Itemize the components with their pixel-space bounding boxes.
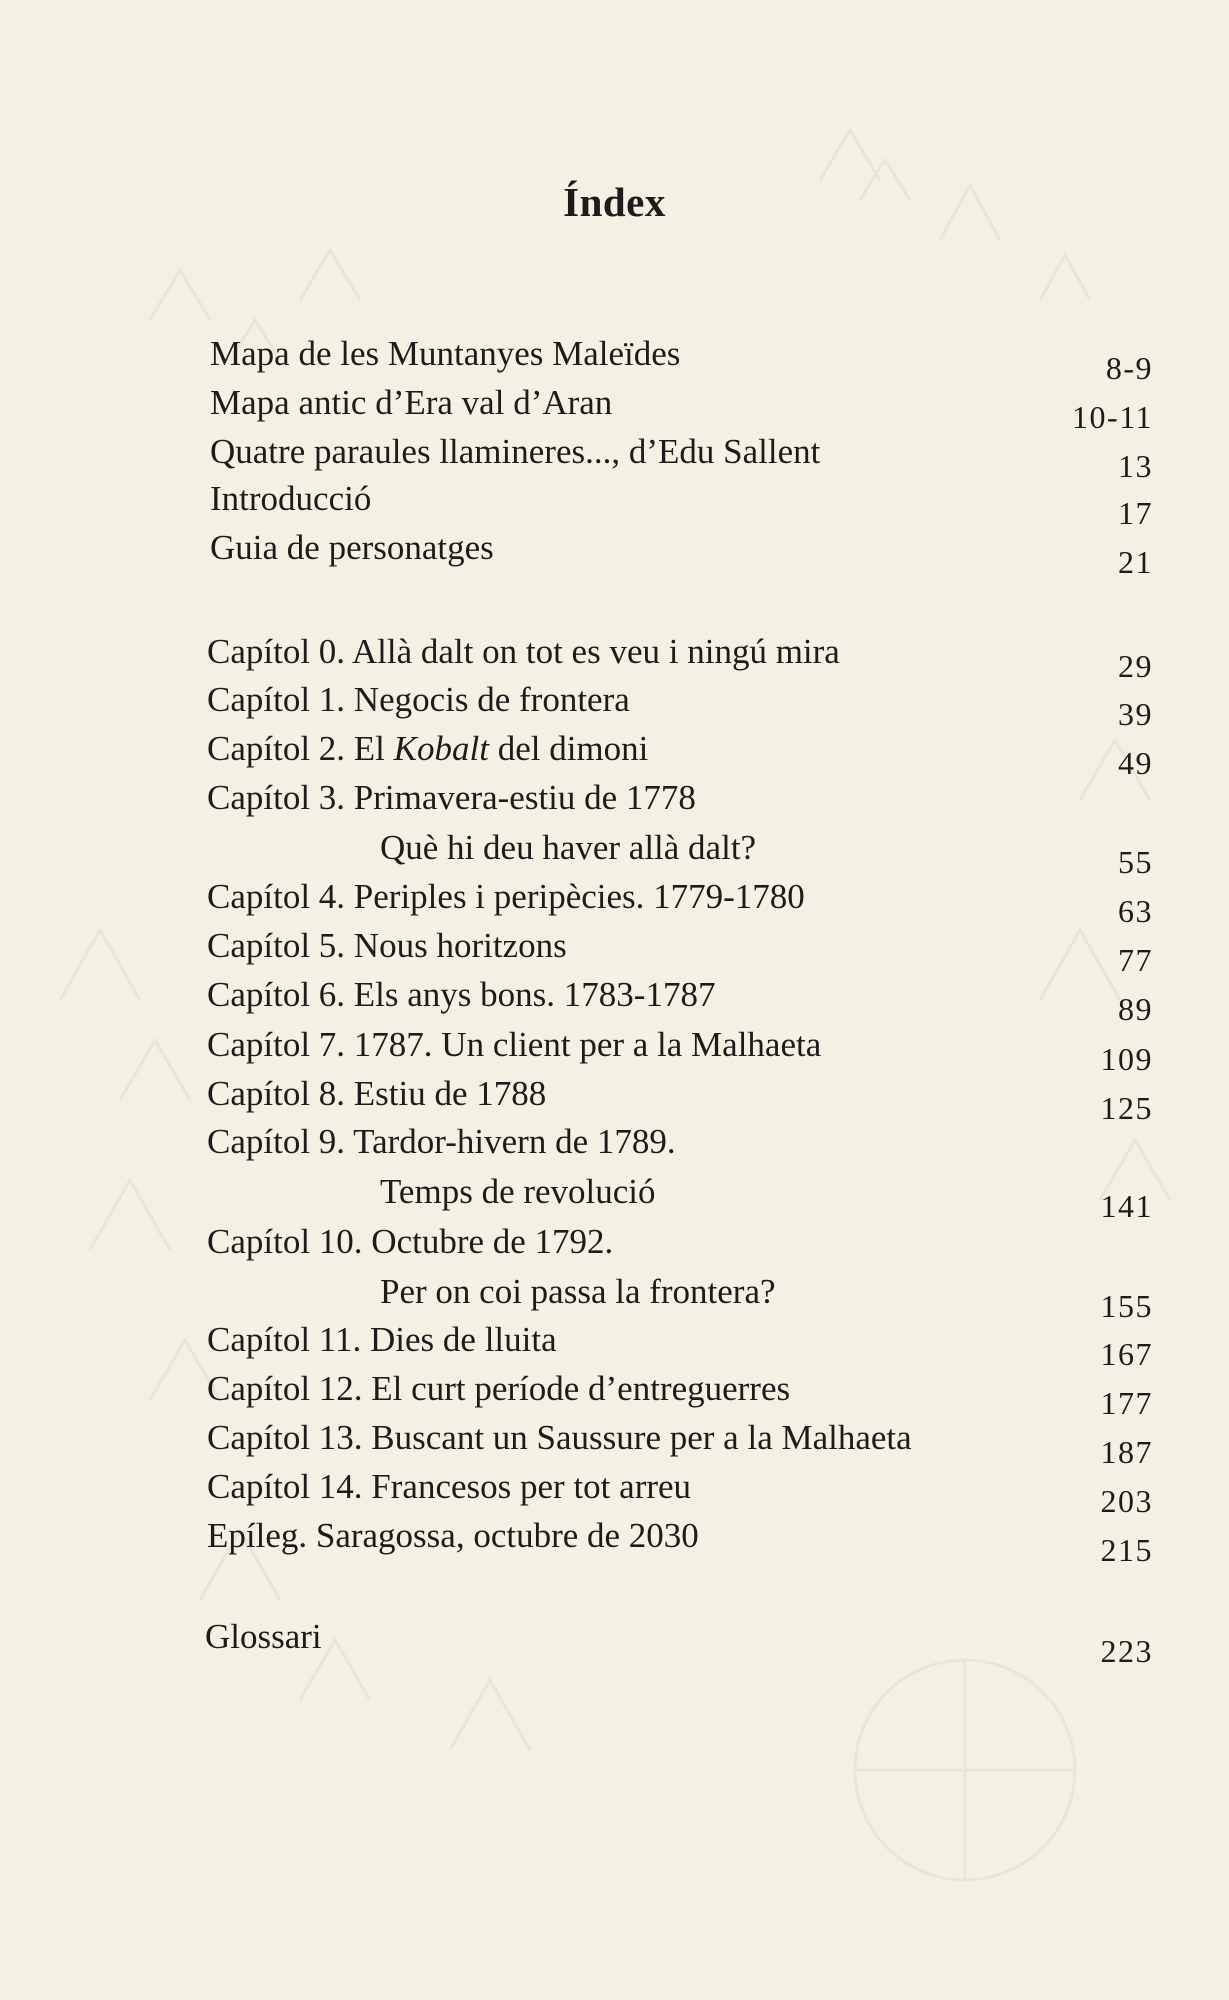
toc-entry-title-text: Introducció: [210, 479, 372, 518]
toc-entry: [207, 875, 1153, 929]
toc-entry-page-number: 29: [1118, 648, 1153, 684]
toc-entry-page-number: 77: [1118, 942, 1153, 978]
toc-entry-title-italic: Kobalt: [393, 729, 489, 768]
toc-entry: [210, 430, 1153, 484]
toc-entry-page-number: 63: [1118, 893, 1153, 929]
toc-entry: [380, 1170, 1153, 1224]
toc-entry: [207, 630, 1153, 684]
toc-entry-page-number: 155: [1100, 1288, 1153, 1324]
toc-entry-title: [380, 1270, 776, 1314]
toc-entry: [207, 973, 1153, 1027]
toc-entry-title-text: Capítol 9. Tardor-hivern de 1789.: [207, 1122, 676, 1161]
toc-entry-title: [210, 477, 371, 521]
toc-entry-title-text: Temps de revolució: [380, 1172, 656, 1211]
toc-entry-title: [207, 1120, 676, 1164]
toc-entry-page-number: 141: [1100, 1188, 1153, 1224]
toc-entry-title: [210, 332, 680, 376]
toc-entry-title: [207, 630, 840, 674]
toc-entry-title: [207, 1514, 699, 1558]
toc-entry: [210, 526, 1153, 580]
toc-entry-title-text: Capítol 1. Negocis de frontera: [207, 680, 630, 719]
toc-entry-title-text: Capítol 14. Francesos per tot arreu: [207, 1467, 692, 1506]
toc-entry-title: [205, 1615, 322, 1659]
toc-entry-title-text: Epíleg. Saragossa, octubre de 2030: [207, 1516, 699, 1555]
toc-entry: [207, 1416, 1153, 1470]
toc-entry: [207, 1072, 1153, 1126]
toc-entry-page-number: 8-9: [1105, 350, 1153, 386]
toc-entry-page-number: 10-11: [1072, 399, 1153, 435]
toc-entry-title: [207, 1318, 557, 1362]
toc-entry: [207, 1318, 1153, 1372]
toc-entry-title: [207, 1220, 613, 1264]
toc-entry-title-text: Capítol 6. Els anys bons. 1783-1787: [207, 975, 716, 1014]
toc-entry-title-text: Capítol 2. El: [207, 729, 394, 768]
toc-entry-title-text: Capítol 12. El curt període d’entreguerres: [207, 1369, 791, 1408]
toc-entry: [207, 1023, 1153, 1077]
toc-entry-page-number: 223: [1100, 1633, 1153, 1669]
toc-entry: [380, 826, 1153, 880]
toc-entry-page-number: 215: [1100, 1532, 1153, 1568]
toc-entry: [207, 678, 1153, 732]
toc-entry: [207, 727, 1153, 781]
toc-entry: [207, 924, 1153, 978]
toc-entry-title: [207, 1023, 821, 1067]
toc-entry: [210, 477, 1153, 531]
toc-entry-title: [210, 526, 494, 570]
toc-entry-page-number: 13: [1118, 448, 1153, 484]
toc-entry-title: [207, 678, 630, 722]
toc-entry-title-text: Capítol 3. Primavera-estiu de 1778: [207, 778, 696, 817]
toc-entry-page-number: 17: [1118, 495, 1153, 531]
toc-entry: [380, 1270, 1153, 1324]
toc-entry-title-text: Capítol 7. 1787. Un client per a la Malhaeta: [207, 1025, 822, 1064]
toc-entry-title: [207, 973, 715, 1017]
toc-entry: [207, 776, 1153, 820]
toc-entry-page-number: 167: [1100, 1336, 1153, 1372]
page-title: Índex: [563, 179, 666, 225]
toc-entry-title-text: Capítol 11. Dies de lluita: [207, 1320, 557, 1359]
toc-entry: [207, 1514, 1153, 1568]
toc-entry-title: [210, 381, 612, 425]
toc-entry-title: [207, 1367, 790, 1411]
toc-entry-title-text: Capítol 8. Estiu de 1788: [207, 1074, 547, 1113]
toc-entry-title-text: Per on coi passa la frontera?: [380, 1272, 776, 1311]
toc-entry-title: [210, 430, 820, 474]
toc-entry-page-number: 125: [1100, 1090, 1153, 1126]
toc-entry-title-text: Capítol 13. Buscant un Saussure per a la Malhaeta: [207, 1418, 912, 1457]
toc-entry-page-number: 203: [1100, 1483, 1153, 1519]
toc-entry: [207, 1120, 1153, 1164]
toc-entry: [207, 1220, 1153, 1264]
toc-entry-title: [380, 826, 756, 870]
toc-entry-title-text: Mapa de les Muntanyes Maleïdes: [210, 334, 681, 373]
toc-entry-title-text: Capítol 10. Octubre de 1792.: [207, 1222, 614, 1261]
toc-entry: [210, 332, 1153, 386]
toc-entry-title-text: Capítol 5. Nous horitzons: [207, 926, 567, 965]
toc-entry-title: [207, 1072, 546, 1116]
toc-entry-title-text: Glossari: [205, 1617, 322, 1656]
toc-entry-title-text: Guia de personatges: [210, 528, 494, 567]
toc-entry-title-text: Mapa antic d’Era val d’Aran: [210, 383, 613, 422]
toc-entry-title-text: Capítol 0. Allà dalt on tot es veu i ningú mira: [207, 632, 840, 671]
toc-entry: [207, 1367, 1153, 1421]
toc-entry-title-text: del dimoni: [488, 729, 649, 768]
toc-entry: [207, 1465, 1153, 1519]
toc-entry-title: [207, 924, 567, 968]
toc-entry-title: [380, 1170, 656, 1214]
toc-entry-title: [207, 1465, 691, 1509]
toc-entry-page-number: 187: [1100, 1434, 1153, 1470]
toc-entry-title-text: Quatre paraules llamineres..., d’Edu Sallent: [210, 432, 821, 471]
toc-entry-page-number: 109: [1100, 1041, 1153, 1077]
toc-entry-page-number: 89: [1118, 991, 1153, 1027]
toc-entry: [210, 381, 1153, 435]
toc-entry-title: [207, 727, 648, 771]
toc-entry-title: [207, 776, 696, 820]
toc-entry-page-number: 21: [1118, 544, 1153, 580]
toc-entry-page-number: 177: [1100, 1385, 1153, 1421]
toc-entry-page-number: 49: [1118, 745, 1153, 781]
toc-entry-title-text: Què hi deu haver allà dalt?: [380, 828, 757, 867]
toc-entry: [205, 1615, 1153, 1669]
toc-entry-page-number: 39: [1118, 696, 1153, 732]
toc-entry-page-number: 55: [1118, 844, 1153, 880]
toc-entry-title: [207, 875, 805, 919]
toc-entry-title-text: Capítol 4. Periples i peripècies. 1779-1780: [207, 877, 805, 916]
toc-entry-title: [207, 1416, 912, 1460]
